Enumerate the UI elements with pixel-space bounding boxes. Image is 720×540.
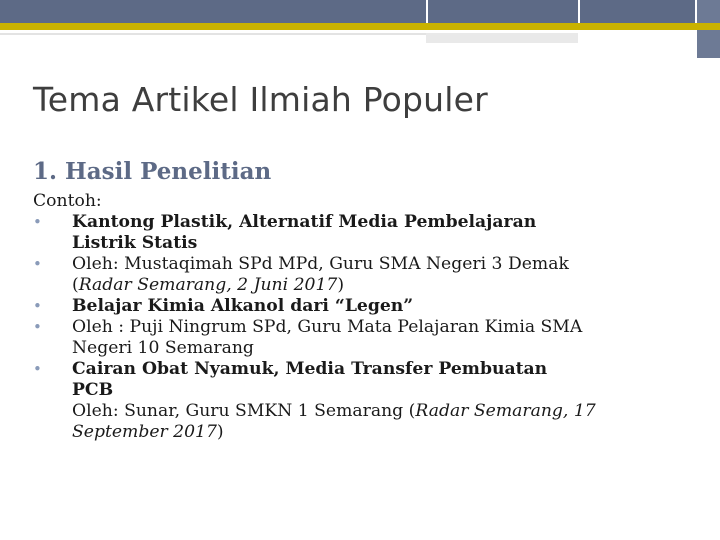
slide-title: Tema Artikel Ilmiah Populer — [33, 80, 488, 119]
bullet-icon: • — [33, 297, 42, 315]
source-citation: Radar Semarang, 2 Juni 2017 — [78, 275, 338, 295]
list-item — [33, 254, 683, 296]
header-accent-bar — [0, 23, 720, 30]
source-citation: Radar Semarang, 17 — [415, 401, 596, 421]
bullet-icon: • — [33, 213, 42, 231]
list-item — [33, 212, 683, 254]
paren-close: ) — [337, 275, 345, 295]
corner-accent-gold — [697, 23, 720, 30]
header-underline-block — [426, 33, 578, 43]
article-title: Cairan Obat Nyamuk, Media Transfer Pembuatan — [72, 359, 548, 379]
author-line: Oleh : Puji Ningrum SPd, Guru Mata Pelajaran Kimia SMA — [72, 317, 583, 337]
slide-body — [33, 191, 683, 443]
article-title: Kantong Plastik, Alternatif Media Pembelajaran — [72, 212, 537, 232]
article-title-cont: PCB — [72, 380, 114, 400]
author-line — [72, 401, 683, 422]
article-title: Belajar Kimia Alkanol dari “Legen” — [72, 296, 414, 316]
header-bar-divider — [426, 0, 428, 23]
header-bar-divider — [578, 0, 580, 23]
bullet-icon: • — [33, 255, 42, 273]
list-item — [33, 359, 683, 443]
bullet-icon: • — [33, 360, 42, 378]
section-heading: 1. Hasil Penelitian — [33, 158, 272, 185]
paren-open: ( — [72, 275, 79, 295]
source-line — [72, 275, 683, 296]
source-line — [72, 422, 683, 443]
corner-accent — [697, 0, 720, 58]
author-line: Oleh: Mustaqimah SPd MPd, Guru SMA Negeri 3 Demak — [72, 254, 569, 274]
header-underline — [0, 33, 426, 35]
article-title-cont: Listrik Statis — [72, 233, 198, 253]
header-bar — [0, 0, 720, 23]
source-citation-cont: September 2017 — [72, 422, 217, 442]
paren-close: ) — [216, 422, 224, 442]
bullet-icon: • — [33, 318, 42, 336]
list-item — [33, 296, 683, 317]
intro-label: Contoh: — [33, 191, 102, 211]
author-line-cont: Negeri 10 Semarang — [72, 338, 254, 358]
example-list — [33, 212, 683, 443]
author-text: Oleh: Sunar, Guru SMKN 1 Semarang ( — [72, 401, 416, 421]
list-item — [33, 317, 683, 359]
